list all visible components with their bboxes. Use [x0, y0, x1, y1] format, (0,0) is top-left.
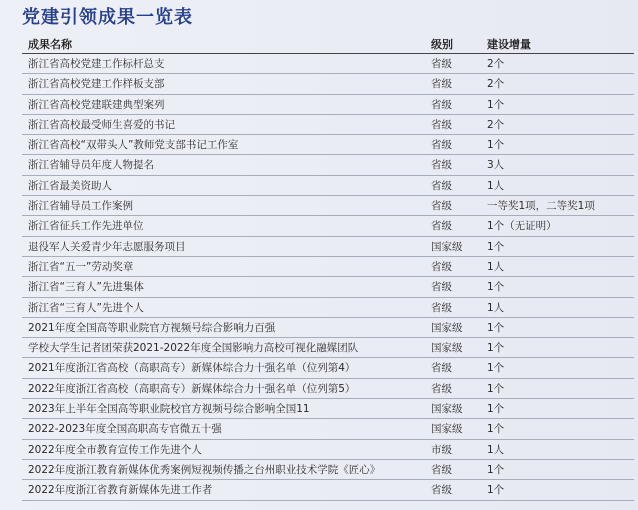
- table-row: [22, 155, 634, 175]
- table-row: [22, 358, 634, 378]
- row-level: 省级: [431, 98, 452, 111]
- header-name: 成果名称: [28, 38, 72, 51]
- row-increment: 1个: [487, 423, 505, 436]
- table-row: [22, 399, 634, 419]
- table-row: [22, 298, 634, 318]
- row-increment: 1人: [487, 301, 505, 314]
- table-row: [22, 74, 634, 94]
- row-level: 省级: [431, 281, 452, 294]
- achievements-table: [22, 36, 634, 501]
- row-level: 省级: [431, 159, 452, 172]
- row-increment: 1个: [487, 139, 505, 152]
- header-increment: 建设增量: [487, 38, 531, 51]
- row-name: 浙江省征兵工作先进单位: [28, 220, 144, 233]
- table-row: [22, 277, 634, 297]
- row-name: 2022年度浙江省高校（高职高专）新媒体综合力十强名单（位列第5）: [28, 382, 356, 395]
- row-level: 国家级: [431, 342, 463, 355]
- row-name: 浙江省辅导员工作案例: [28, 200, 133, 213]
- row-increment: 1个: [487, 382, 505, 395]
- table-body: [22, 54, 634, 501]
- table-row: [22, 257, 634, 277]
- row-increment: 2个: [487, 58, 505, 70]
- row-increment: 1个（无证明）: [487, 220, 557, 233]
- table-row: [22, 95, 634, 115]
- row-name: 学校大学生记者团荣获2021-2022年度全国影响力高校可视化融媒团队: [28, 342, 359, 355]
- row-increment: 1人: [487, 260, 505, 273]
- row-level: 市级: [431, 443, 452, 456]
- row-name: 2022-2023年度全国高职高专官微五十强: [28, 423, 222, 436]
- row-name: 退役军人关爱青少年志愿服务项目: [28, 240, 186, 253]
- row-level: 国家级: [431, 423, 463, 436]
- row-increment: 1个: [487, 463, 505, 476]
- table-row: [22, 54, 634, 74]
- table-row: [22, 196, 634, 216]
- table-header: [22, 36, 634, 54]
- table-row: [22, 318, 634, 338]
- row-level: 省级: [431, 179, 452, 192]
- row-name: 2022年度全市教育宣传工作先进个人: [28, 443, 202, 456]
- row-name: 2021年度浙江省高校（高职高专）新媒体综合力十强名单（位列第4）: [28, 362, 356, 375]
- row-name: 浙江省“三育人”先进集体: [28, 281, 144, 294]
- header-level: 级别: [431, 38, 453, 51]
- row-level: 省级: [431, 382, 452, 395]
- row-level: 省级: [431, 200, 452, 213]
- row-level: 省级: [431, 78, 452, 91]
- row-name: 浙江省“三育人”先进个人: [28, 301, 144, 314]
- row-increment: 一等奖1项，二等奖1项: [487, 200, 595, 213]
- table-row: [22, 338, 634, 358]
- row-name: 浙江省辅导员年度人物提名: [28, 159, 154, 172]
- row-level: 省级: [431, 260, 452, 273]
- row-name: 2021年度全国高等职业院官方视频号综合影响力百强: [28, 321, 276, 334]
- row-name: 2023年上半年全国高等职业院校官方视频号综合影响全国11: [28, 403, 310, 416]
- row-level: 省级: [431, 220, 452, 233]
- row-name: 浙江省“五一”劳动奖章: [28, 260, 134, 273]
- table-row: [22, 460, 634, 480]
- row-name: 浙江省高校“双带头人”教师党支部书记工作室: [28, 139, 239, 152]
- row-name: 浙江省高校党建联建典型案列: [28, 98, 165, 111]
- table-row: [22, 216, 634, 236]
- table-row: [22, 480, 634, 500]
- row-level: 省级: [431, 463, 452, 476]
- row-increment: 1个: [487, 362, 505, 375]
- row-increment: 2个: [487, 118, 505, 131]
- table-row: [22, 419, 634, 439]
- table-row: [22, 379, 634, 399]
- table-row: [22, 176, 634, 196]
- row-level: 国家级: [431, 403, 463, 416]
- row-name: 2022年度浙江教育新媒体优秀案例短视频传播之台州职业技术学院《匠心》: [28, 463, 381, 476]
- row-level: 省级: [431, 301, 452, 314]
- row-increment: 2个: [487, 78, 505, 91]
- row-increment: 1个: [487, 98, 505, 111]
- row-level: 国家级: [431, 321, 463, 334]
- row-name: 2022年度浙江省教育新媒体先进工作者: [28, 484, 213, 497]
- row-increment: 1个: [487, 240, 505, 253]
- row-increment: 1个: [487, 321, 505, 334]
- row-name: 浙江省高校党建工作样板支部: [28, 78, 165, 91]
- row-name: 浙江省最美资助人: [28, 179, 112, 192]
- row-increment: 1个: [487, 342, 505, 355]
- page-title: 党建引领成果一览表: [22, 7, 193, 28]
- row-increment: 3人: [487, 159, 505, 172]
- table-row: [22, 237, 634, 257]
- row-name: 浙江省高校最受师生喜爱的书记: [28, 118, 175, 131]
- row-level: 省级: [431, 139, 452, 152]
- row-level: 国家级: [431, 240, 463, 253]
- row-increment: 1个: [487, 484, 505, 497]
- table-row: [22, 440, 634, 460]
- row-level: 省级: [431, 118, 452, 131]
- table-row: [22, 135, 634, 155]
- row-level: 省级: [431, 362, 452, 375]
- row-increment: 1个: [487, 281, 505, 294]
- row-name: 浙江省高校党建工作标杆总支: [28, 58, 165, 70]
- table-row: [22, 115, 634, 135]
- row-level: 省级: [431, 58, 452, 70]
- row-increment: 1人: [487, 443, 505, 456]
- row-increment: 1个: [487, 403, 505, 416]
- row-level: 省级: [431, 484, 452, 497]
- row-increment: 1人: [487, 179, 505, 192]
